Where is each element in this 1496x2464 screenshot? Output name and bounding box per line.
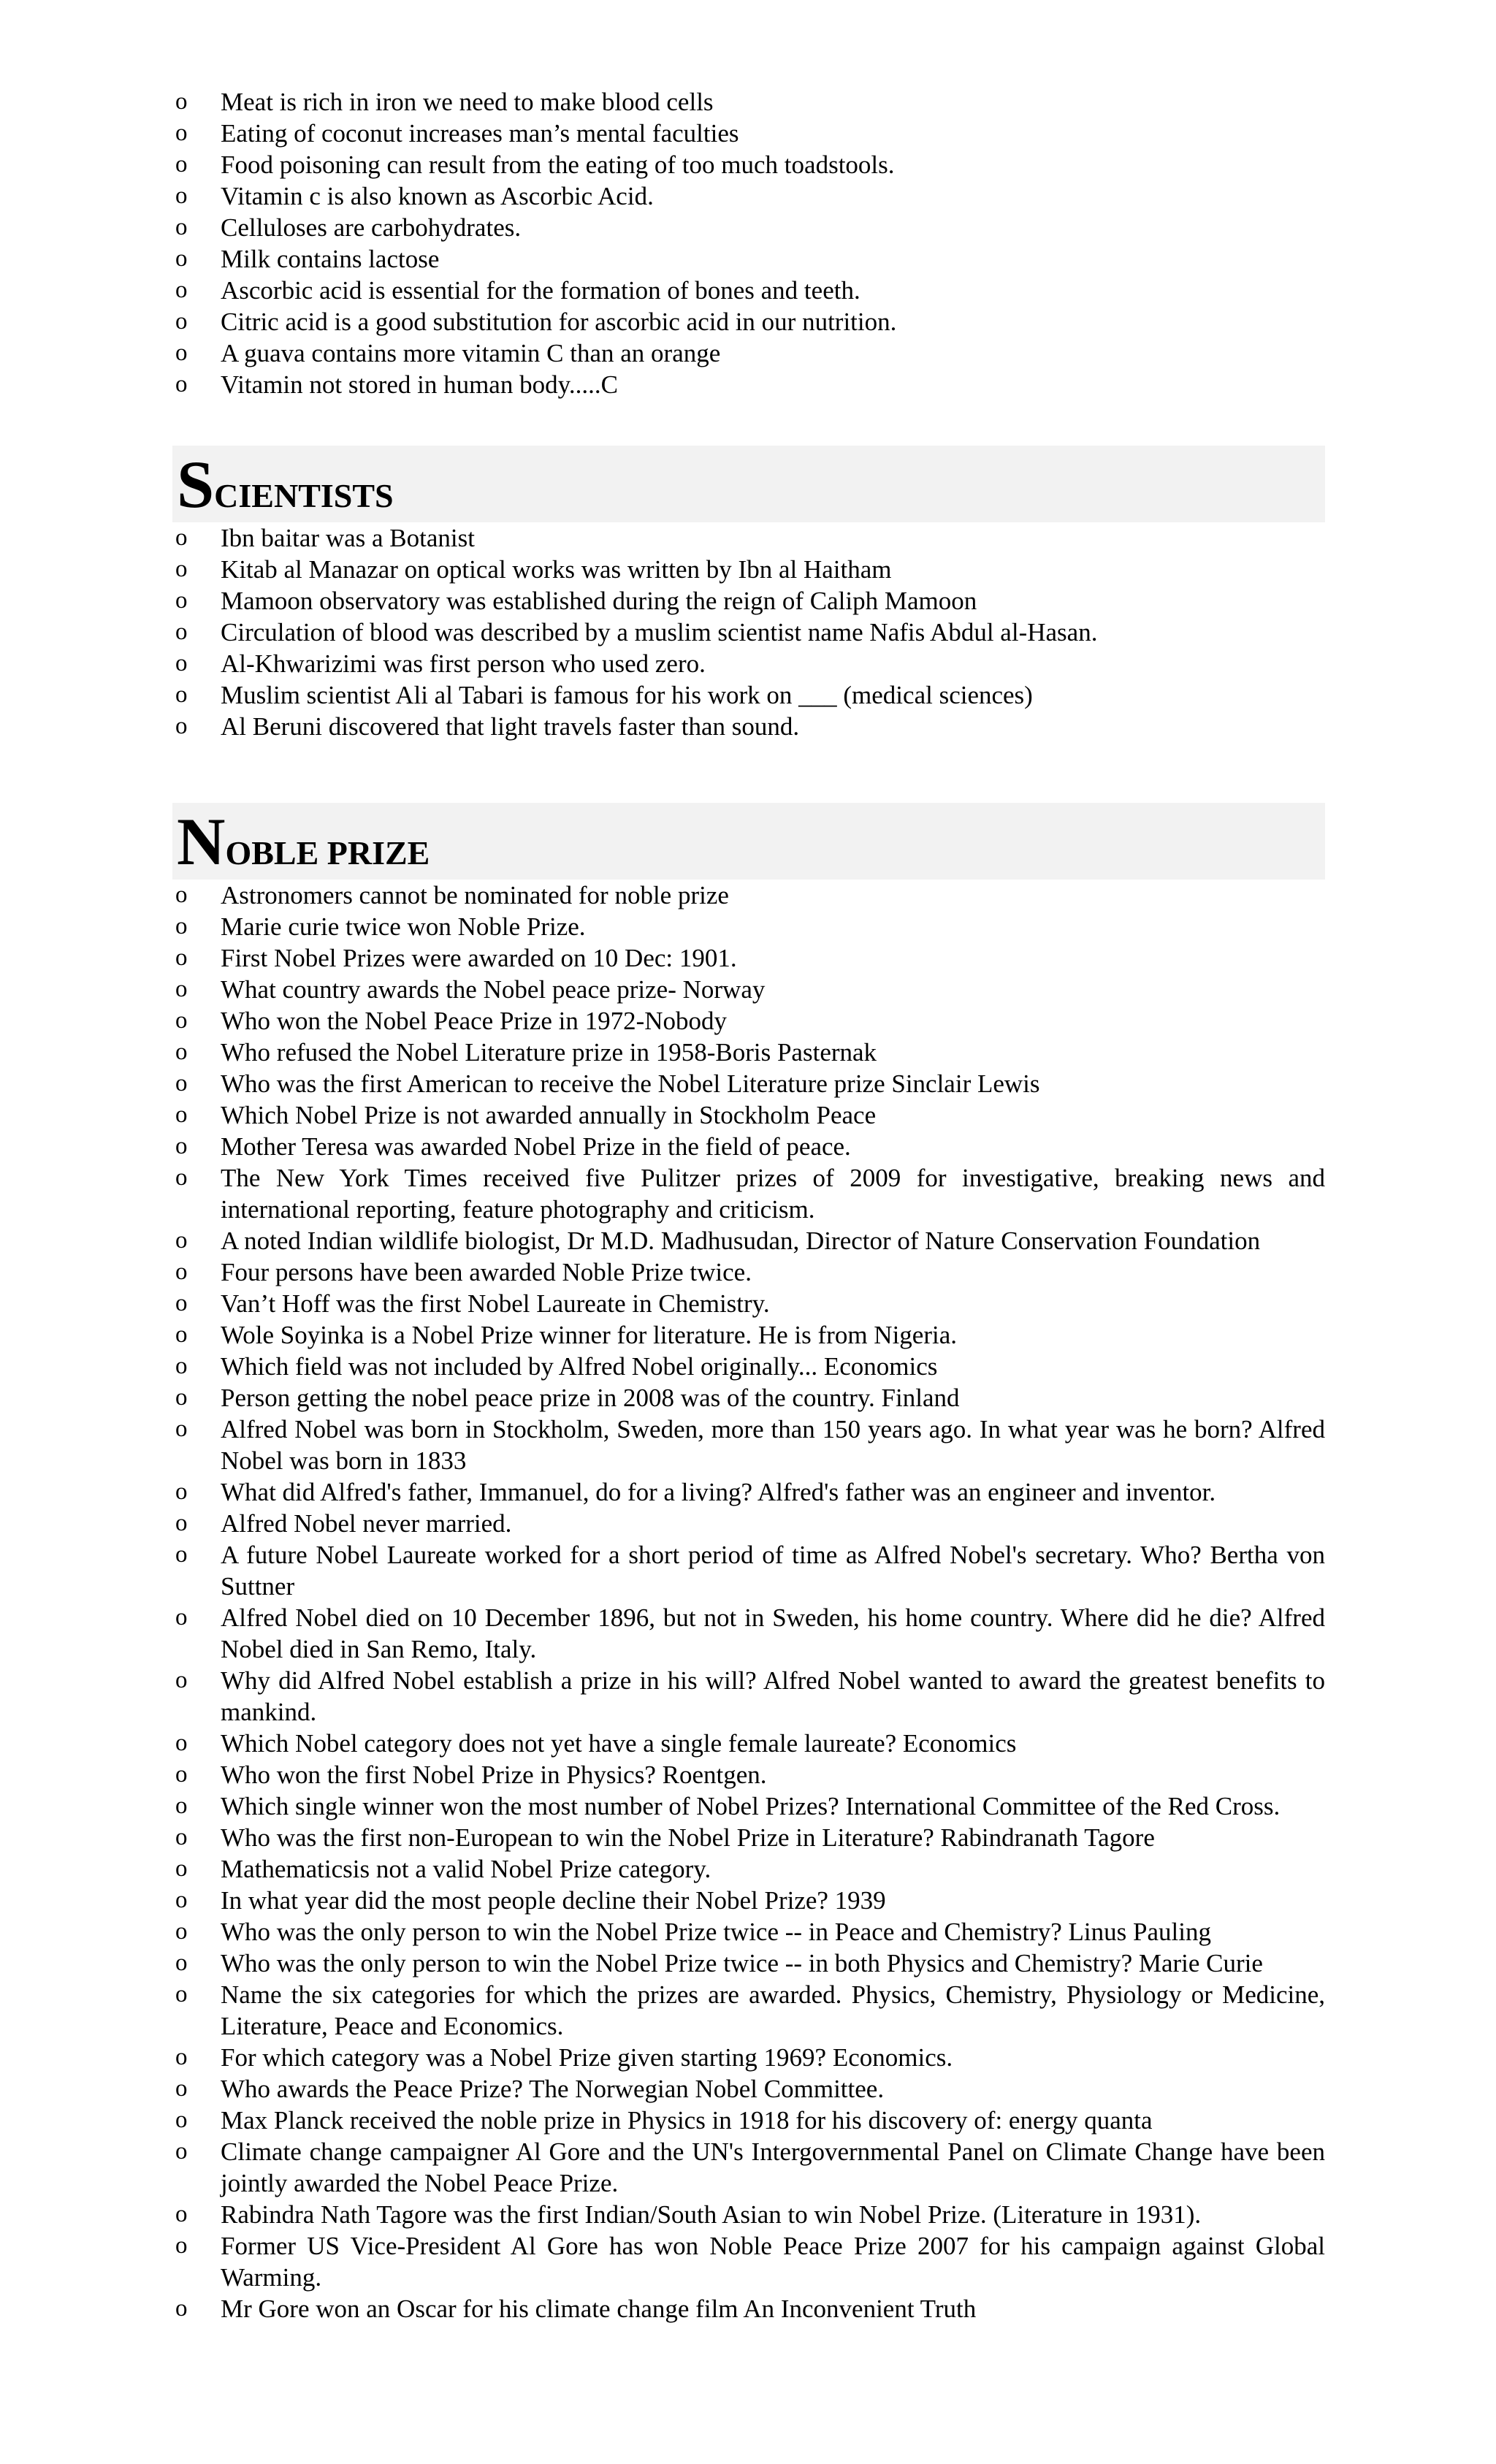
list-item bbox=[175, 149, 1325, 180]
list-item bbox=[175, 118, 1325, 149]
list-item bbox=[175, 679, 1325, 711]
list-item-text: Milk contains lactose bbox=[221, 245, 440, 273]
bullet-marker: o bbox=[175, 1384, 188, 1411]
list-item-text: Vitamin c is also known as Ascorbic Acid. bbox=[221, 182, 654, 210]
bullet-marker: o bbox=[175, 245, 188, 272]
bullet-marker: o bbox=[175, 1039, 188, 1065]
bullet-marker: o bbox=[175, 88, 188, 115]
bullet-marker: o bbox=[175, 277, 188, 303]
list-item bbox=[175, 522, 1325, 554]
list-item-text: Alfred Nobel never married. bbox=[221, 1509, 512, 1538]
list-item bbox=[175, 1759, 1325, 1790]
bullet-marker: o bbox=[175, 1510, 188, 1536]
list-item bbox=[175, 1665, 1325, 1728]
list-item-text: Which Nobel Prize is not awarded annually in Stockholm Peace bbox=[221, 1101, 877, 1129]
bullet-marker: o bbox=[175, 2201, 188, 2227]
list-item bbox=[175, 1131, 1325, 1162]
scientists-heading-band bbox=[172, 446, 1325, 522]
list-item-text: In what year did the most people decline their Nobel Prize? 1939 bbox=[221, 1886, 886, 1915]
list-item bbox=[175, 2199, 1325, 2230]
list-item-text: Mother Teresa was awarded Nobel Prize in the field of peace. bbox=[221, 1132, 851, 1161]
list-item bbox=[175, 1508, 1325, 1539]
bullet-marker: o bbox=[175, 1479, 188, 1505]
list-item-text: For which category was a Nobel Prize given starting 1969? Economics. bbox=[221, 2043, 953, 2072]
bullet-marker: o bbox=[175, 650, 188, 676]
bullet-marker: o bbox=[175, 2232, 188, 2259]
scientists-heading: SCIENTISTS bbox=[177, 447, 394, 522]
bullet-marker: o bbox=[175, 1133, 188, 1159]
list-item-text: Who was the only person to win the Nobel Prize twice -- in both Physics and Chemistry? Marie Curie bbox=[221, 1949, 1263, 1977]
bullet-marker: o bbox=[175, 1855, 188, 1882]
list-item-text: Which field was not included by Alfred Nobel originally... Economics bbox=[221, 1352, 938, 1381]
bullet-marker: o bbox=[175, 976, 188, 1002]
list-item bbox=[175, 275, 1325, 306]
bullet-marker: o bbox=[175, 619, 188, 645]
list-item bbox=[175, 911, 1325, 942]
list-item bbox=[175, 1916, 1325, 1948]
list-item bbox=[175, 585, 1325, 617]
list-item bbox=[175, 369, 1325, 400]
list-item bbox=[175, 1382, 1325, 1414]
bullet-marker: o bbox=[175, 1259, 188, 1285]
list-item-text: Why did Alfred Nobel establish a prize in his will? Alfred Nobel wanted to award the greatest benefits to mankind. bbox=[221, 1666, 1325, 1726]
list-item-text: Which single winner won the most number of Nobel Prizes? International Committee of the Red Cross. bbox=[221, 1792, 1281, 1820]
bullet-marker: o bbox=[175, 1290, 188, 1316]
list-item-text: Ibn baitar was a Botanist bbox=[221, 524, 475, 552]
list-item-text: Rabindra Nath Tagore was the first Indian/South Asian to win Nobel Prize. (Literature in 1931). bbox=[221, 2200, 1202, 2229]
scientists-list bbox=[0, 522, 1496, 742]
bullet-marker: o bbox=[175, 713, 188, 739]
list-item bbox=[175, 711, 1325, 742]
bullet-marker: o bbox=[175, 882, 188, 908]
list-item-text: Alfred Nobel was born in Stockholm, Sweden, more than 150 years ago. In what year was he born? Alfred Nobel was born in 1833 bbox=[221, 1415, 1325, 1475]
bullet-marker: o bbox=[175, 1070, 188, 1096]
list-item bbox=[175, 2073, 1325, 2105]
list-item bbox=[175, 2042, 1325, 2073]
list-item-text: Who was the only person to win the Nobel Prize twice -- in Peace and Chemistry? Linus Pauling bbox=[221, 1918, 1211, 1946]
food-facts-list bbox=[0, 0, 1496, 400]
bullet-marker: o bbox=[175, 556, 188, 582]
bullet-marker: o bbox=[175, 1227, 188, 1254]
list-item bbox=[175, 86, 1325, 118]
bullet-marker: o bbox=[175, 1918, 188, 1945]
list-item bbox=[175, 1351, 1325, 1382]
list-item bbox=[175, 2230, 1325, 2293]
bullet-marker: o bbox=[175, 151, 188, 178]
list-item-text: Kitab al Manazar on optical works was written by Ibn al Haitham bbox=[221, 555, 892, 584]
bullet-marker: o bbox=[175, 371, 188, 397]
list-item bbox=[175, 1539, 1325, 1602]
list-item-text: Al-Khwarizimi was first person who used zero. bbox=[221, 649, 706, 678]
list-item-text: Name the six categories for which the prizes are awarded. Physics, Chemistry, Physiology or Medicine, Literature, Peace and Economics. bbox=[221, 1980, 1325, 2040]
bullet-marker: o bbox=[175, 2138, 188, 2164]
list-item bbox=[175, 1948, 1325, 1979]
list-item-text: Muslim scientist Ali al Tabari is famous for his work on ___ (medical sciences) bbox=[221, 681, 1033, 709]
list-item-text: Celluloses are carbohydrates. bbox=[221, 213, 522, 242]
list-item bbox=[175, 880, 1325, 911]
bullet-marker: o bbox=[175, 1824, 188, 1850]
list-item bbox=[175, 554, 1325, 585]
list-item-text: Who won the first Nobel Prize in Physics? Roentgen. bbox=[221, 1761, 767, 1789]
bullet-marker: o bbox=[175, 2295, 188, 2322]
list-item-text: Person getting the nobel peace prize in 2008 was of the country. Finland bbox=[221, 1384, 960, 1412]
list-item bbox=[175, 2293, 1325, 2324]
list-item-text: Food poisoning can result from the eating of too much toadstools. bbox=[221, 150, 895, 179]
list-item-text: Which Nobel category does not yet have a single female laureate? Economics bbox=[221, 1729, 1017, 1758]
list-item-text: Mamoon observatory was established during the reign of Caliph Mamoon bbox=[221, 587, 977, 615]
list-item bbox=[175, 1853, 1325, 1885]
bullet-marker: o bbox=[175, 1416, 188, 1442]
list-item bbox=[175, 1728, 1325, 1759]
list-item-text: Former US Vice-President Al Gore has won Noble Peace Prize 2007 for his campaign against Global Warming. bbox=[221, 2232, 1325, 2292]
bullet-marker: o bbox=[175, 682, 188, 708]
list-item bbox=[175, 1256, 1325, 1288]
list-item bbox=[175, 942, 1325, 974]
list-item bbox=[175, 337, 1325, 369]
list-item bbox=[175, 1162, 1325, 1225]
list-item-text: Marie curie twice won Noble Prize. bbox=[221, 912, 586, 941]
bullet-marker: o bbox=[175, 1007, 188, 1034]
list-item bbox=[175, 1790, 1325, 1822]
list-item-text: Mathematicsis not a valid Nobel Prize category. bbox=[221, 1855, 711, 1883]
list-item bbox=[175, 1822, 1325, 1853]
list-item-text: A future Nobel Laureate worked for a short period of time as Alfred Nobel's secretary. Who? Bertha von Suttner bbox=[221, 1541, 1325, 1601]
list-item bbox=[175, 2105, 1325, 2136]
list-item-text: Vitamin not stored in human body.....C bbox=[221, 370, 618, 399]
list-item-text: First Nobel Prizes were awarded on 10 Dec: 1901. bbox=[221, 944, 737, 972]
list-item-text: Who refused the Nobel Literature prize in 1958-Boris Pasternak bbox=[221, 1038, 877, 1067]
bullet-marker: o bbox=[175, 913, 188, 939]
list-item bbox=[175, 1979, 1325, 2042]
list-item-text: Four persons have been awarded Noble Prize twice. bbox=[221, 1258, 752, 1286]
bullet-marker: o bbox=[175, 1887, 188, 1913]
list-item-text: Who won the Nobel Peace Prize in 1972-Nobody bbox=[221, 1007, 728, 1035]
bullet-marker: o bbox=[175, 1793, 188, 1819]
bullet-marker: o bbox=[175, 1950, 188, 1976]
list-item bbox=[175, 1037, 1325, 1068]
list-item bbox=[175, 1319, 1325, 1351]
list-item-text: What country awards the Nobel peace prize- Norway bbox=[221, 975, 766, 1004]
list-item-text: Al Beruni discovered that light travels faster than sound. bbox=[221, 712, 800, 741]
list-item-text: Astronomers cannot be nominated for noble prize bbox=[221, 881, 729, 909]
list-item-text: The New York Times received five Pulitzer prizes of 2009 for investigative, breaking news and international reporting, feature photography and criticism. bbox=[221, 1164, 1325, 1224]
list-item-text: Circulation of blood was described by a muslim scientist name Nafis Abdul al-Hasan. bbox=[221, 618, 1098, 646]
list-item-text: Who was the first American to receive the Nobel Literature prize Sinclair Lewis bbox=[221, 1069, 1040, 1098]
bullet-marker: o bbox=[175, 1761, 188, 1788]
list-item-text: Citric acid is a good substitution for ascorbic acid in our nutrition. bbox=[221, 308, 897, 336]
bullet-marker: o bbox=[175, 587, 188, 614]
bullet-marker: o bbox=[175, 308, 188, 335]
list-item-text: Meat is rich in iron we need to make blood cells bbox=[221, 88, 714, 116]
bullet-marker: o bbox=[175, 2075, 188, 2102]
bullet-marker: o bbox=[175, 2044, 188, 2070]
bullet-marker: o bbox=[175, 1102, 188, 1128]
list-item bbox=[175, 1414, 1325, 1476]
bullet-marker: o bbox=[175, 1730, 188, 1756]
list-item-text: Max Planck received the noble prize in Physics in 1918 for his discovery of: energy quanta bbox=[221, 2106, 1153, 2135]
list-item-text: Van’t Hoff was the first Nobel Laureate in Chemistry. bbox=[221, 1289, 770, 1318]
bullet-marker: o bbox=[175, 1604, 188, 1630]
list-item bbox=[175, 1885, 1325, 1916]
list-item-text: A noted Indian wildlife biologist, Dr M.D. Madhusudan, Director of Nature Conservation Foundation bbox=[221, 1227, 1261, 1255]
list-item-text: Eating of coconut increases man’s mental faculties bbox=[221, 119, 739, 148]
list-item bbox=[175, 243, 1325, 275]
list-item bbox=[175, 180, 1325, 212]
bullet-marker: o bbox=[175, 1981, 188, 2007]
bullet-marker: o bbox=[175, 1164, 188, 1191]
list-item-text: A guava contains more vitamin C than an orange bbox=[221, 339, 721, 367]
list-item bbox=[175, 1099, 1325, 1131]
list-item-text: What did Alfred's father, Immanuel, do for a living? Alfred's father was an engineer and inventor. bbox=[221, 1478, 1216, 1506]
bullet-marker: o bbox=[175, 183, 188, 209]
bullet-marker: o bbox=[175, 340, 188, 366]
list-item bbox=[175, 1225, 1325, 1256]
bullet-marker: o bbox=[175, 120, 188, 146]
bullet-marker: o bbox=[175, 945, 188, 971]
list-item bbox=[175, 1288, 1325, 1319]
list-item-text: Alfred Nobel died on 10 December 1896, but not in Sweden, his home country. Where did he die? Alfred Nobel died in San Remo, Italy. bbox=[221, 1603, 1325, 1663]
list-item-text: Ascorbic acid is essential for the formation of bones and teeth. bbox=[221, 276, 860, 305]
list-item-text: Climate change campaigner Al Gore and the UN's Intergovernmental Panel on Climate Change have been jointly awarded the Nobel Peace Prize. bbox=[221, 2137, 1325, 2197]
list-item-text: Mr Gore won an Oscar for his climate change film An Inconvenient Truth bbox=[221, 2295, 977, 2323]
list-item bbox=[175, 974, 1325, 1005]
noble-prize-heading-band bbox=[172, 803, 1325, 880]
list-item bbox=[175, 617, 1325, 648]
bullet-marker: o bbox=[175, 2107, 188, 2133]
list-item-text: Who awards the Peace Prize? The Norwegian Nobel Committee. bbox=[221, 2075, 885, 2103]
list-item bbox=[175, 1602, 1325, 1665]
list-item bbox=[175, 212, 1325, 243]
bullet-marker: o bbox=[175, 1541, 188, 1568]
noble-prize-list bbox=[0, 880, 1496, 2324]
list-item bbox=[175, 1005, 1325, 1037]
list-item bbox=[175, 648, 1325, 679]
bullet-marker: o bbox=[175, 1667, 188, 1693]
list-item bbox=[175, 2136, 1325, 2199]
list-item bbox=[175, 1068, 1325, 1099]
list-item-text: Wole Soyinka is a Nobel Prize winner for literature. He is from Nigeria. bbox=[221, 1321, 957, 1349]
bullet-marker: o bbox=[175, 214, 188, 240]
list-item bbox=[175, 306, 1325, 337]
list-item-text: Who was the first non-European to win the Nobel Prize in Literature? Rabindranath Tagore bbox=[221, 1823, 1155, 1852]
noble-prize-heading: NOBLE PRIZE bbox=[177, 804, 430, 879]
bullet-marker: o bbox=[175, 1321, 188, 1348]
bullet-marker: o bbox=[175, 1353, 188, 1379]
bullet-marker: o bbox=[175, 525, 188, 551]
list-item bbox=[175, 1476, 1325, 1508]
